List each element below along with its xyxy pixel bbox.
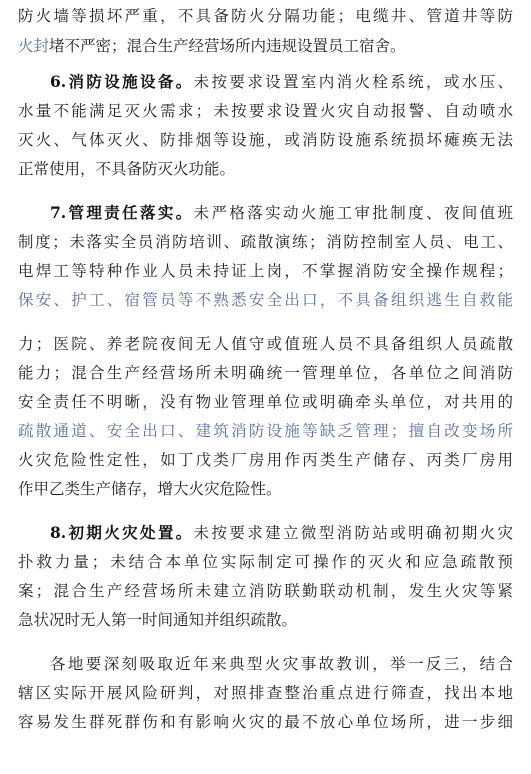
text-line: 电焊工等特种作业人员未持证上岗，不掌握消防安全操作规程； — [18, 262, 513, 280]
text-line: 容易发生群死群伤和有影响火灾的最不放心单位场所，进一步细 — [18, 713, 513, 731]
text-segment: 未按要求设置室内消火栓系统，或水压、 — [193, 73, 513, 91]
text-line: 灭火、气体灭火、防排烟等设施，或消防设施系统损坏瘫痪无法 — [18, 131, 513, 149]
text-line: 辖区实际开展风险研判，对照排查整治重点进行筛查，找出本地 — [18, 684, 513, 702]
text-line: 各地要深刻吸取近年来典型火灾事故教训，举一反三，结合 — [50, 655, 513, 673]
section-heading: 7.管理责任落实。 — [50, 203, 194, 222]
text-line-heading — [50, 68, 513, 96]
text-line: 疏散通道、安全出口、建筑消防设施等缺乏管理；擅自改变场所 — [18, 422, 513, 440]
text-line: 案；混合生产经营场所未建立消防联勤联动机制，发生火灾等紧 — [18, 582, 513, 600]
text-segment: 火封 — [18, 37, 50, 55]
text-line: 火灾危险性定性，如丁戊类厂房用作丙类生产储存、丙类厂房用 — [18, 451, 513, 469]
text-line: 能力；混合生产经营场所未明确统一管理单位，各单位之间消防 — [18, 364, 513, 382]
text-line: 力；医院、养老院夜间无人值守或值班人员不具备组织人员疏散 — [18, 335, 513, 353]
text-line: 水量不能满足灭火需求；未按要求设置火灾自动报警、自动喷水 — [18, 102, 513, 120]
text-segment: 堵不严密；混合生产经营场所内违规设置员工宿舍。 — [49, 37, 406, 55]
text-line: 保安、护工、宿管员等不熟悉安全出口，不具备组织逃生自救能 — [18, 291, 513, 309]
text-line: 作甲乙类生产储存，增大火灾危险性。 — [18, 480, 282, 498]
text-line-heading — [50, 519, 513, 547]
text-line-heading — [50, 199, 513, 227]
text-line: 正常使用，不具备防灭火功能。 — [18, 160, 236, 178]
text-line: 扑救力量；未结合本单位实际制定可操作的灭火和应急疏散预 — [18, 553, 513, 571]
section-heading: 8.初期火灾处置。 — [50, 523, 194, 542]
text-line — [18, 32, 513, 60]
text-line: 急状况时无人第一时间通知并组织疏散。 — [18, 611, 298, 629]
text-line: 制度；未落实全员消防培训、疏散演练；消防控制室人员、电工、 — [18, 233, 513, 251]
text-segment: 未按要求建立微型消防站或明确初期火灾 — [193, 524, 513, 542]
section-heading: 6.消防设施设备。 — [50, 72, 194, 91]
text-line: 防火墙等损坏严重，不具备防火分隔功能；电缆井、管道井等防 — [18, 7, 513, 25]
text-line: 安全责任不明晰，没有物业管理单位或明确牵头单位，对共用的 — [18, 393, 513, 411]
text-segment: 未严格落实动火施工审批制度、夜间值班 — [193, 204, 513, 222]
